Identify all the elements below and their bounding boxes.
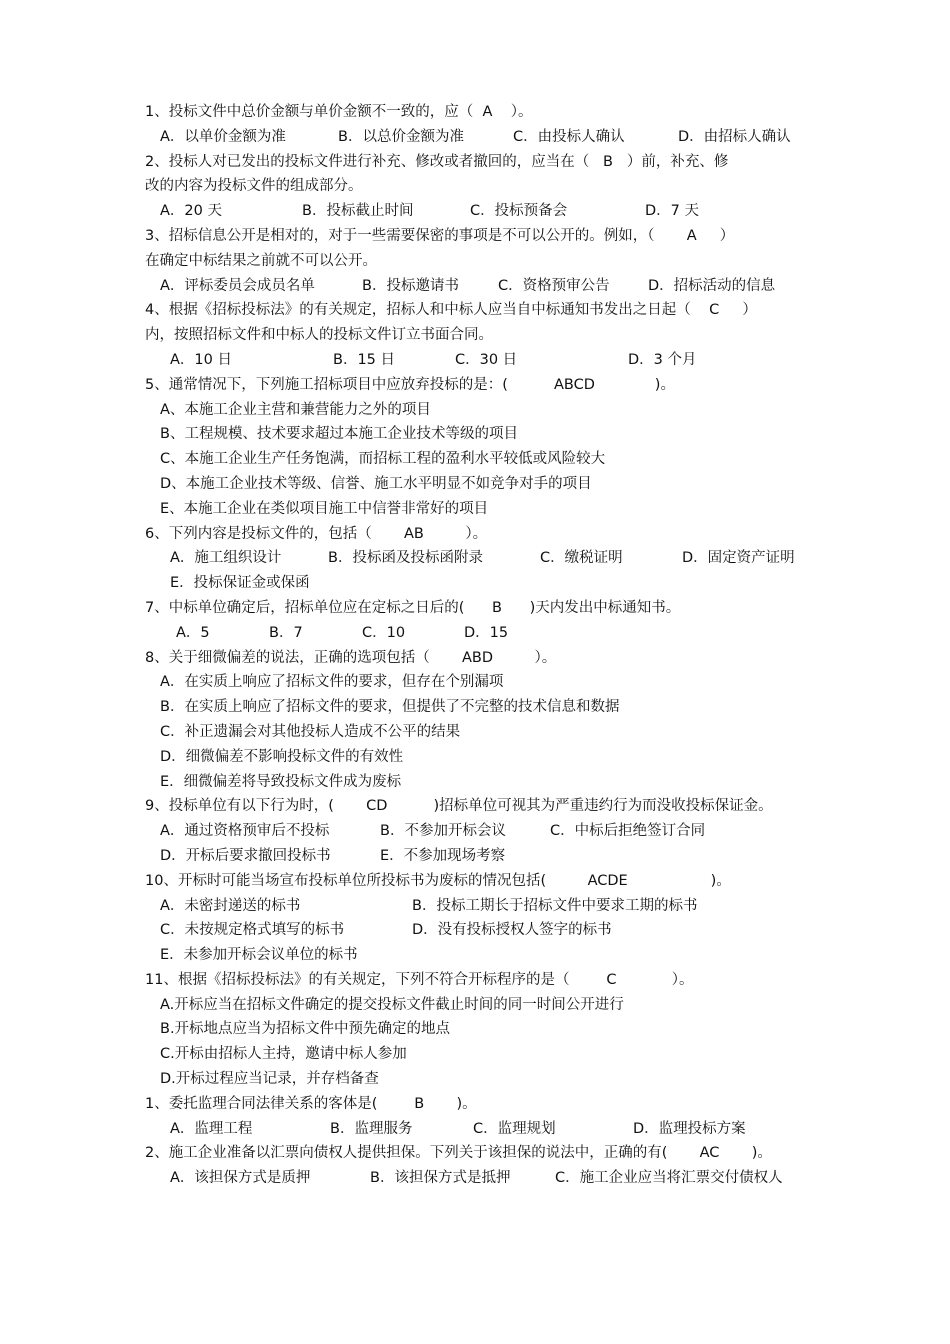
option-row xyxy=(145,348,825,373)
option-row xyxy=(145,1117,825,1142)
answer-option: A．监理工程 xyxy=(170,1120,253,1137)
question-list xyxy=(145,100,825,1191)
question-text: 8、关于细微偏差的说法，正确的选项包括（ ABD ）。 xyxy=(145,649,557,666)
answer-option: C．监理规划 xyxy=(473,1120,556,1137)
answer-option: E．不参加现场考察 xyxy=(380,847,506,864)
question-text: 在确定中标结果之前就不可以公开。 xyxy=(145,252,377,269)
option-row xyxy=(145,844,825,869)
option-row xyxy=(145,1166,825,1191)
option-row xyxy=(145,199,825,224)
option-row xyxy=(145,125,825,150)
answer-option: E．细微偏差将导致投标文件成为废标 xyxy=(160,773,402,790)
answer-option: A．5 xyxy=(176,624,210,641)
option-row xyxy=(145,274,825,299)
answer-option: B．7 xyxy=(269,624,303,641)
answer-option: B.开标地点应当为招标文件中预先确定的地点 xyxy=(160,1021,451,1038)
answer-option: A．在实质上响应了招标文件的要求，但存在个别漏项 xyxy=(160,674,504,691)
answer-option: A.开标应当在招标文件确定的提交投标文件截止时间的同一时间公开进行 xyxy=(160,996,624,1013)
answer-option: A、本施工企业主营和兼营能力之外的项目 xyxy=(160,401,431,418)
option-row xyxy=(145,621,825,646)
question-text: 11、根据《招标投标法》的有关规定，下列不符合开标程序的是（ C ）。 xyxy=(145,971,694,988)
answer-option: B、工程规模、技术要求超过本施工企业技术等级的项目 xyxy=(160,426,518,443)
option-row xyxy=(145,546,825,571)
question-text: 2、投标人对已发出的投标文件进行补充、修改或者撤回的，应当在（ B ）前，补充、修 xyxy=(145,153,729,170)
answer-option: A．评标委员会成员名单 xyxy=(160,277,315,294)
answer-option: D．15 xyxy=(464,624,509,641)
question-text: 3、招标信息公开是相对的，对于一些需要保密的事项是不可以公开的。例如，（ A ） xyxy=(145,227,735,244)
answer-option: D．没有投标授权人签字的标书 xyxy=(412,922,612,939)
question-text: 6、下列内容是投标文件的，包括（ AB ）。 xyxy=(145,525,488,542)
answer-option: C．投标预备会 xyxy=(470,203,568,220)
answer-option: D．监理投标方案 xyxy=(633,1120,746,1137)
option-row xyxy=(145,894,825,919)
answer-option: B．以总价金额为准 xyxy=(338,128,464,145)
answer-option: A．施工组织设计 xyxy=(170,550,282,567)
question-text: 2、施工企业准备以汇票向债权人提供担保。下列关于该担保的说法中，正确的有( AC )。 xyxy=(145,1145,772,1162)
answer-option: C．缴税证明 xyxy=(540,550,623,567)
answer-option: B．15 日 xyxy=(333,351,396,368)
question-text: 4、根据《招标投标法》的有关规定，招标人和中标人应当自中标通知书发出之日起（ C ） xyxy=(145,302,757,319)
question-text: 1、投标文件中总价金额与单价金额不一致的，应（ A ）。 xyxy=(145,104,533,120)
question-text: 7、中标单位确定后，招标单位应在定标之日后的( B )天内发出中标通知书。 xyxy=(145,599,681,616)
answer-option: A．该担保方式是质押 xyxy=(170,1170,311,1187)
answer-option: D．3 个月 xyxy=(628,351,697,368)
answer-option: A．以单价金额为准 xyxy=(160,128,286,145)
answer-option: D、本施工企业技术等级、信誉、施工水平明显不如竞争对手的项目 xyxy=(160,475,592,492)
answer-option: C．30 日 xyxy=(455,351,518,368)
answer-option: C．10 xyxy=(362,624,406,641)
question-text: 5、通常情况下，下列施工招标项目中应放弃投标的是：( ABCD )。 xyxy=(145,376,675,393)
answer-option: B．在实质上响应了招标文件的要求，但提供了不完整的技术信息和数据 xyxy=(160,699,620,716)
question-text: 10、开标时可能当场宣布投标单位所投标书为废标的情况包括( ACDE )。 xyxy=(145,872,731,889)
answer-option: C、本施工企业生产任务饱满，而招标工程的盈利水平较低或风险较大 xyxy=(160,451,606,468)
answer-option: E．未参加开标会议单位的标书 xyxy=(160,947,358,964)
answer-option: D．开标后要求撤回投标书 xyxy=(160,847,331,864)
question-text: 改的内容为投标文件的组成部分。 xyxy=(145,178,363,195)
answer-option: E、本施工企业在类似项目施工中信誉非常好的项目 xyxy=(160,500,489,517)
answer-option: C．由投标人确认 xyxy=(513,128,625,145)
answer-option: B．投标邀请书 xyxy=(362,277,459,294)
option-row xyxy=(145,918,825,943)
answer-option: C.开标由招标人主持，邀请中标人参加 xyxy=(160,1046,407,1063)
answer-option: C．未按规定格式填写的标书 xyxy=(160,922,345,939)
answer-option: C．资格预审公告 xyxy=(498,277,610,294)
answer-option: C．施工企业应当将汇票交付债权人 xyxy=(555,1170,783,1187)
answer-option: B．投标截止时间 xyxy=(302,203,414,220)
answer-option: C．中标后拒绝签订合同 xyxy=(550,823,706,840)
question-text: 1、委托监理合同法律关系的客体是( B )。 xyxy=(145,1095,477,1112)
answer-option: A．20 天 xyxy=(160,203,222,220)
answer-option: D.开标过程应当记录，并存档备查 xyxy=(160,1071,379,1088)
answer-option: B．不参加开标会议 xyxy=(380,823,506,840)
answer-option: B．投标函及投标函附录 xyxy=(328,550,483,567)
answer-option: C．补正遗漏会对其他投标人造成不公平的结果 xyxy=(160,723,461,740)
answer-option: E．投标保证金或保函 xyxy=(170,575,310,592)
answer-option: B．监理服务 xyxy=(330,1120,413,1137)
answer-option: D．固定资产证明 xyxy=(682,550,795,567)
answer-option: D．由招标人确认 xyxy=(678,128,791,145)
answer-option: B．投标工期长于招标文件中要求工期的标书 xyxy=(412,897,698,914)
answer-option: D．招标活动的信息 xyxy=(648,277,776,294)
option-row xyxy=(145,819,825,844)
answer-option: D．7 天 xyxy=(645,203,699,220)
answer-option: A．通过资格预审后不投标 xyxy=(160,823,330,840)
answer-option: A．未密封递送的标书 xyxy=(160,897,301,914)
answer-option: B．该担保方式是抵押 xyxy=(370,1170,511,1187)
answer-option: D．细微偏差不影响投标文件的有效性 xyxy=(160,748,404,765)
question-text: 9、投标单位有以下行为时，( CD )招标单位可视其为严重违约行为而没收投标保证金。 xyxy=(145,798,773,815)
question-text: 内，按照招标文件和中标人的投标文件订立书面合同。 xyxy=(145,327,493,344)
answer-option: A．10 日 xyxy=(170,351,232,368)
